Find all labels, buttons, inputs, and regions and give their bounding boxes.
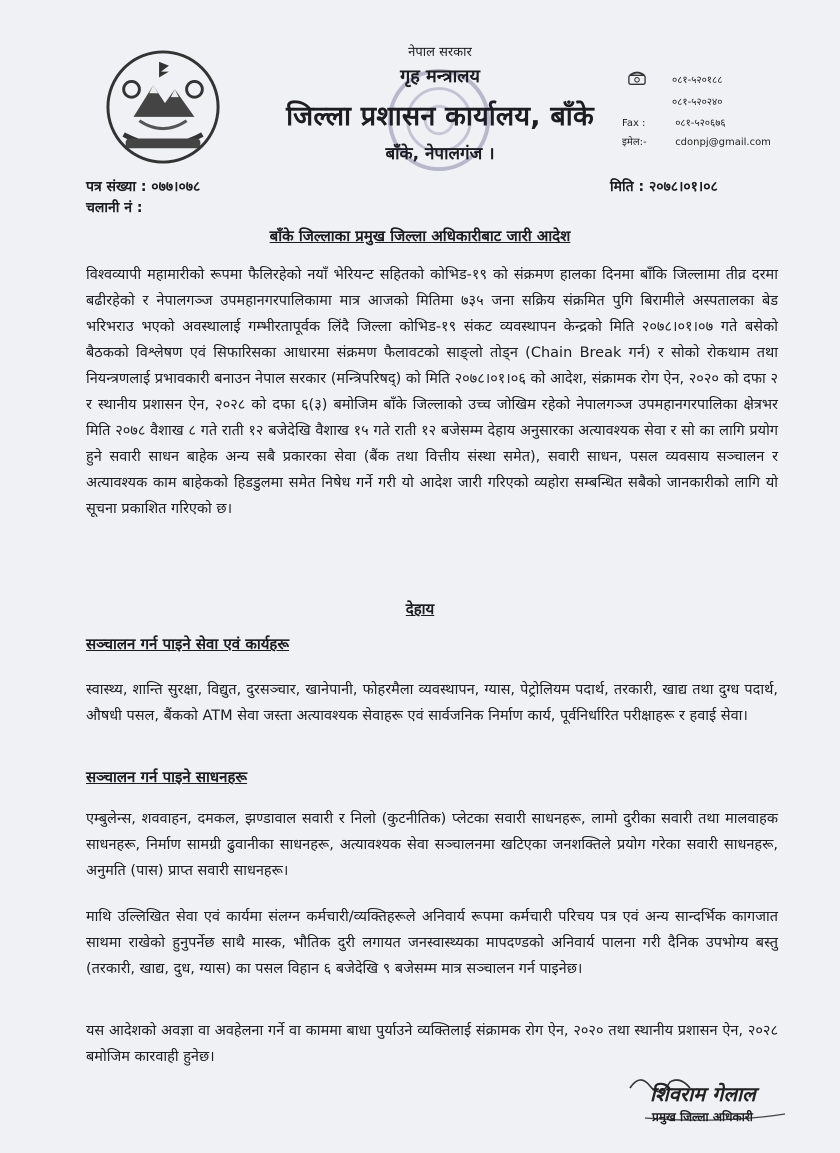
- telephone-icon: [628, 70, 646, 86]
- fax-number: ०८१-५२०६७६: [675, 118, 726, 129]
- ministry-name: गृह मन्त्रालय: [400, 66, 480, 87]
- reference-number: पत्र संख्या : ०७७।०७८: [86, 179, 201, 195]
- dispatch-number: चलानी नं :: [86, 200, 143, 216]
- office-address: बाँके, नेपालगंज ।: [385, 144, 495, 164]
- fax-row: [622, 115, 726, 129]
- nepal-coat-of-arms-icon: [104, 48, 222, 166]
- phone-number-2: ०८१-५२०२४०: [672, 97, 723, 108]
- signatory-name: शिवराम गेलाल: [650, 1082, 756, 1106]
- office-name: जिल्ला प्रशासन कार्यालय, बाँके: [286, 101, 594, 132]
- dehaay-heading: देहाय: [405, 600, 435, 618]
- penalty-paragraph: यस आदेशको अवज्ञा वा अवहेलना गर्ने वा काममा बाधा पुर्याउने व्यक्तिलाई संक्रामक रोग ऐन, २०२० तथा स्थानीय प्रशासन ऐन, २०२८ बमोजिम कारवाही हुनेछ।: [86, 1023, 778, 1065]
- services-heading: सञ्चालन गर्न पाइने सेवा एवं कार्यहरू: [86, 635, 290, 653]
- email-row: [622, 134, 771, 148]
- email-address: cdonpj@gmail.com: [675, 137, 771, 148]
- government-name: नेपाल सरकार: [408, 45, 472, 60]
- fax-label: Fax :: [622, 118, 646, 129]
- phone-number-1: ०८१-५२०१८८: [672, 75, 723, 86]
- signatory-title: प्रमुख जिल्ला अधिकारी: [652, 1110, 753, 1124]
- email-label: इमेल:-: [622, 137, 647, 148]
- intro-paragraph: विश्वव्यापी महामारीको रूपमा फैलिरहेको नयाँ भेरियन्ट सहितको कोभिड-१९ को संक्रमण हालका दिनमा बाँकि जिल्लामा तीव्र दरमा बढीरहेको र नेपालगञ्ज उपमहानगरपालिकामा मात्र आजको मितिमा ७३५ जना सक्रिय संक्रमित पुगि बिरामीले अस्पतालका बेड भरिभराउ भएको अवस्थालाई गम्भीरतापूर्वक लिंदै जिल्ला कोभिड-१९ संकट व्यवस्थापन केन्द्रको मिति २०७८।०१।०७ गते बसेको बैठकको विश्लेषण एवं सिफारिसका आधारमा संक्रमण फैलावटको साङ्लो तोड्न (Chain Break गर्न) र सोको रोकथाम तथा नियन्त्रणलाई प्रभावकारी बनाउन नेपाल सरकार (मन्त्रिपरिषद्) को मिति २०७८।०१।०६ को आदेश, संक्रामक रोग ऐन, २०२० को दफा २ र स्थानीय प्रशासन ऐन, २०२८ को दफा ६(३) बमोजिम बाँके जिल्लाको उच्च जोखिम रहेको नेपालगञ्ज उपमहानगरपालिका क्षेत्रभर मिति २०७८ वैशाख ८ गते राती १२ बजेदेखि वैशाख १५ गते राती १२ बजेसम्म देहाय अनुसारका अत्यावश्यक सेवा र सो का लागि प्रयोग हुने सवारी साधन बाहेक अन्य सबै प्रकारका सेवा (बैंक तथा वित्तीय संस्था समेत), सवारी साधन, पसल व्यवसाय सञ्चालन र अत्यावश्यक काम बाहेकको हिडडुलमा समेत निषेध गर्ने गरी यो आदेश जारी गरिएको व्यहोरा सम्बन्धित सबैको जानकारीको लागि यो सूचना प्रकाशित गरिएको छ।: [86, 267, 778, 517]
- vehicles-heading: सञ्चालन गर्न पाइने साधनहरू: [86, 768, 248, 786]
- notice-subject: बाँके जिल्लाका प्रमुख जिल्ला अधिकारीबाट जारी आदेश: [269, 227, 571, 245]
- letter-date: मिति : २०७८।०१।०८: [610, 179, 718, 195]
- vehicles-list: एम्बुलेन्स, शववाहन, दमकल, झण्डावाल सवारी र निलो (कुटनीतिक) प्लेटका सवारी साधनहरू, लामो दुरीका सवारी तथा मालवाहक साधनहरू, निर्माण सामग्री ढुवानीका साधनहरू, अत्यावश्यक सेवा सञ्चालनमा खटिएका जनशक्तिले प्रयोग गरेका सवारी साधनहरू, अनुमति (पास) प्राप्त सवारी साधनहरू।: [86, 811, 778, 879]
- services-list: स्वास्थ्य, शान्ति सुरक्षा, विद्युत, दुरसञ्चार, खानेपानी, फोहरमैला व्यवस्थापन, ग्यास, पेट्रोलियम पदार्थ, तरकारी, खाद्य तथा दुग्ध पदार्थ, औषधी पसल, बैंकको ATM सेवा जस्ता अत्यावश्यक सेवाहरू एवं सार्वजनिक निर्माण कार्य, पूर्वनिर्धारित परीक्षाहरू र हवाई सेवा।: [86, 682, 778, 724]
- compliance-paragraph: माथि उल्लिखित सेवा एवं कार्यमा संलग्न कर्मचारी/व्यक्तिहरूले अनिवार्य रूपमा कर्मचारी परिचय पत्र एवं अन्य सान्दर्भिक कागजात साथमा राखेको हुनुपर्नेछ साथै मास्क, भौतिक दुरी लगायत जनस्वास्थ्यका मापदण्डको अनिवार्य पालना गरी दैनिक उपभोग्य बस्तु (तरकारी, खाद्य, दुध, ग्यास) का पसल विहान ६ बजेदेखि ९ बजेसम्म मात्र सञ्चालन गर्न पाइनेछ।: [86, 909, 778, 977]
